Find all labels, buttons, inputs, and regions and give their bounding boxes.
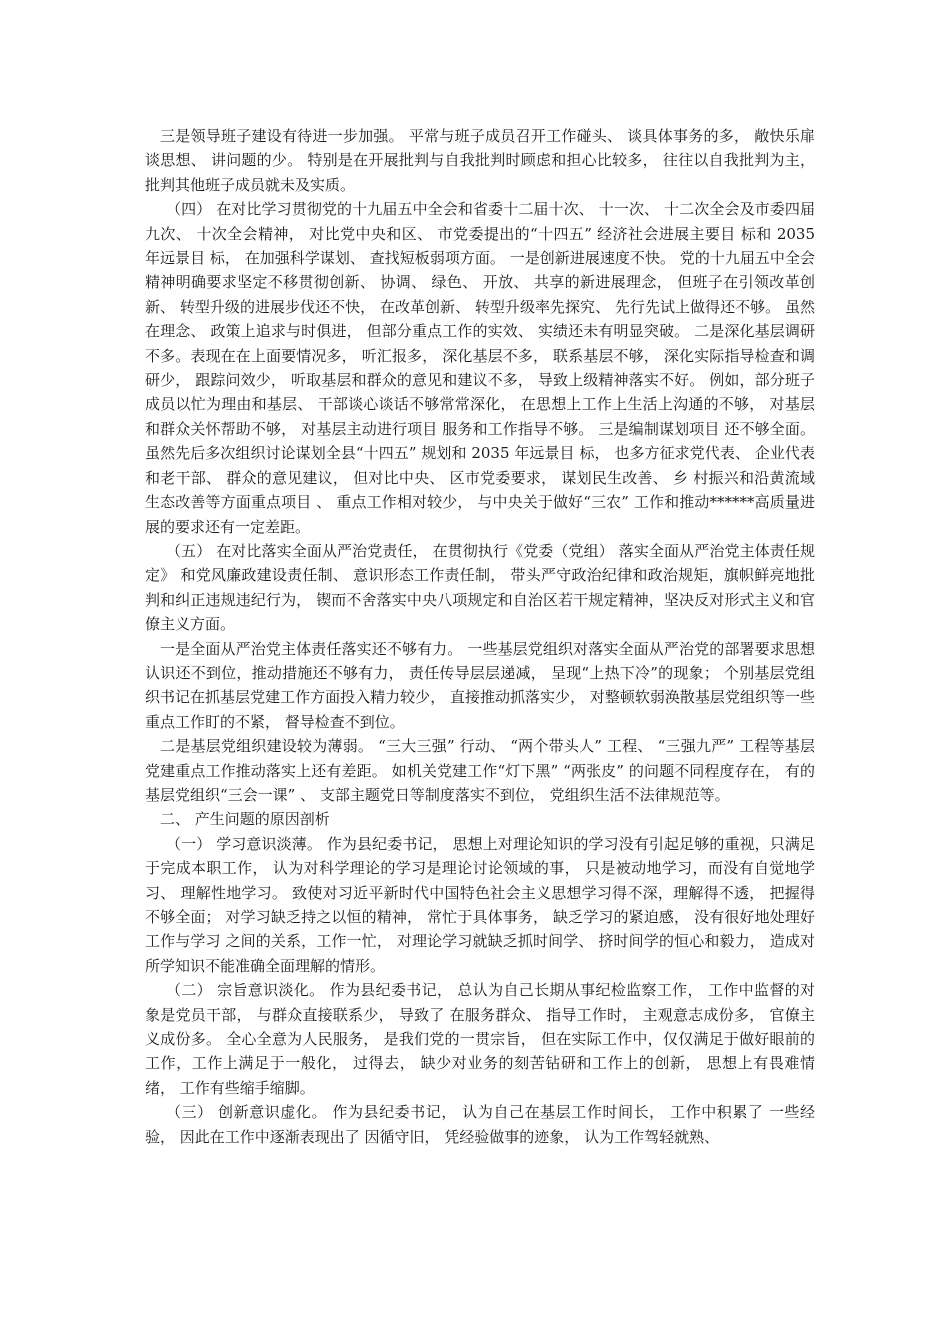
paragraph-section-4: （四） 在对比学习贯彻党的十九届五中全会和省委十二届十次、 十一次、 十二次全会及市委四届九次、 十次全会精神， 对比党中央和区、 市党委提出的“十四五” 经济社会进展主要目 标和 2035 年远景目 标， 在加强科学谋划、 查找短板弱项方面。 一是创新进展速度不快。 党的十九届五中全会精神明确要求坚定不移贯彻创新、 协调、 绿色、 开放、 共享的新进展理念， 但班子在引领改革创新、 转型升级的进展步伐还不快， 在改革创新、 转型升级率先探究、 先行先试上做得还不够。 虽然在理念、 政策上追求与时俱进， 但部分重点工作的实效、 实绩还未有明显突破。 二是深化基层调研不多。表现在在上面要情况多， 听汇报多， 深化基层不多， 联系基层不够， 深化实际指导检查和调研少， 跟踪问效少， 听取基层和群众的意见和建议不多， 导致上级精神落实不好。 例如，部分班子成员以忙为理由和基层、 干部谈心谈话不够常常深化， 在思想上工作上生活上沟通的不够， 对基层和群众关怀帮助不够， 对基层主动进行项目 服务和工作指导不够。 三是编制谋划项目 还不够全面。 虽然先后多次组织讨论谋划全县“十四五” 规划和 2035 年远景目 标， 也多方征求党代表、 企业代表和老干部、 群众的意见建议， 但对比中央、 区市党委要求， 谋划民生改善、 乡 村振兴和沿黄流域生态改善等方面重点项目 、 重点工作相对较少， 与中央关于做好“三农” 工作和推动******高质量进展的要求还有一定差距。 [145, 200, 815, 536]
paragraph-cause-1: （一） 学习意识淡薄。 作为县纪委书记， 思想上对理论知识的学习没有引起足够的重视，只满足于完成本职工作， 认为对科学理论的学习是理论讨论领域的事， 只是被动地学习，而没有自觉地学习、 理解性地学习。 致使对习近平新时代中国特色社会主义思想学习得不深，理解得不透， 把握得不够全面； 对学习缺乏持之以恒的精神， 常忙于具体事务， 缺乏学习的紧迫感， 没有很好地处理好工作与学习 之间的关系，工作一忙， 对理论学习就缺乏抓时间学、 挤时间学的恒心和毅力， 造成对所学知识不能准确全面理解的情形。 [145, 834, 815, 975]
paragraph-cause-3: （三） 创新意识虚化。 作为县纪委书记， 认为自己在基层工作时间长， 工作中积累了 一些经验， 因此在工作中逐渐表现出了 因循守旧， 凭经验做事的迹象， 认为工作驾轻就熟、 [145, 1103, 815, 1146]
section-heading-causes: 二、 产生问题的原因剖析 [160, 810, 330, 829]
paragraph-cause-2: （二） 宗旨意识淡化。 作为县纪委书记， 总认为自己长期从事纪检监察工作， 工作中监督的对象是党员干部， 与群众直接联系少， 导致了 在服务群众、 指导工作时， 主观意志成份多， 官僚主义成份多。 全心全意为人民服务， 是我们党的一贯宗旨， 但在实际工作中，仅仅满足于做好眼前的工作，工作上满足于一般化， 过得去， 缺少对业务的刻苦钻研和工作上的创新， 思想上有畏难情绪， 工作有些缩手缩脚。 [145, 981, 815, 1097]
paragraph-responsibility: 一是全面从严治党主体责任落实还不够有力。 一些基层党组织对落实全面从严治党的部署要求思想认识还不到位，推动措施还不够有力， 责任传导层层递减， 呈现“上热下冷”的现象； 个别基层党组织书记在抓基层党建工作方面投入精力较少， 直接推动抓落实少， 对整顿软弱涣散基层党组织等一些重点工作盯的不紧， 督导检查不到位。 [145, 639, 815, 731]
paragraph-grassroots: 二是基层党组织建设较为薄弱。 “三大三强” 行动、 “两个带头人” 工程、 “三强九严” 工程等基层党建重点工作推动落实上还有差距。 如机关党建工作“灯下黑” “两张皮” 的问题不同程度存在， 有的基层党组织“三会一课” 、 支部主题党日等制度落实不到位， 党组织生活不法律规范等。 [145, 737, 815, 804]
paragraph-leadership: 三是领导班子建设有待进一步加强。 平常与班子成员召开工作碰头、 谈具体事务的多， 敞快乐扉谈思想、 讲问题的少。 特别是在开展批判与自我批判时顾虑和担心比较多， 往往以自我批判为主， 批判其他班子成员就未及实质。 [145, 127, 815, 194]
paragraph-section-5: （五） 在对比落实全面从严治党责任， 在贯彻执行《党委（党组） 落实全面从严治党主体责任规定》 和党风廉政建设责任制、 意识形态工作责任制， 带头严守政治纪律和政治规矩，旗帜鲜亮地批判和纠正违规违纪行为， 锲而不舍落实中央八项规定和自治区若干规定精神，坚决反对形式主义和官僚主义方面。 [145, 541, 815, 634]
document-body [145, 124, 815, 1149]
